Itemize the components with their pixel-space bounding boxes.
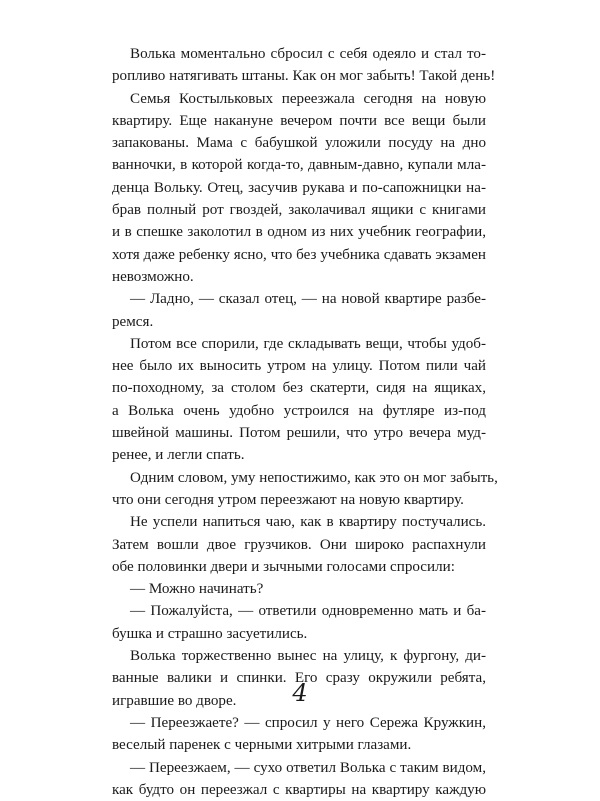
text-line: ванные валики и спинки. Его сразу окружили ребята, [112, 670, 486, 687]
text-line: квартиру. Еще накануне вечером почти все вещи были [112, 112, 486, 129]
text-line: как будто он переезжал с квартиры на квартиру каждую [112, 781, 486, 798]
text-line: бушка и страшно засуетились. [112, 625, 308, 642]
text-line: Затем вошли двое грузчиков. Они широко распахнули [112, 536, 486, 553]
text-line: — Переезжаем, — сухо ответил Волька с таким видом, [130, 759, 486, 776]
text-line: — Можно начинать? [130, 581, 264, 598]
text-line: обе половинки двери и зычными голосами спросили: [112, 558, 455, 575]
text-line: — Пожалуйста, — ответили одновременно мать и ба- [130, 603, 486, 620]
text-line: игравшие во дворе. [112, 692, 237, 709]
text-line: — Переезжаете? — спросил у него Сережа Кружкин, [130, 714, 486, 731]
text-line: по-походному, за столом без скатерти, сидя на ящиках, [112, 380, 486, 397]
text-line: и в спешке заколотил в одном из них учебник географии, [112, 224, 486, 241]
text-line: Семья Костыльковых переезжала сегодня на новую [130, 90, 486, 107]
text-line: брав полный рот гвоздей, заколачивал ящики с книгами [112, 202, 486, 219]
text-line: ванночки, в которой когда-то, давным-давно, купали мла- [112, 157, 486, 174]
text-line: ремся. [112, 313, 154, 330]
text-line: хотя даже ребенку ясно, что без учебника сдавать экзамен [112, 246, 486, 263]
text-line: а Волька очень удобно устроился на футляре из-под [112, 402, 486, 419]
text-line: Волька моментально сбросил с себя одеяло и стал то- [130, 46, 486, 62]
page-number: 4 [292, 679, 308, 707]
text-line: Одним словом, уму непостижимо, как это он мог забыть, [130, 469, 498, 486]
text-line: ренее, и легли спать. [112, 447, 245, 464]
text-line: — Ладно, — сказал отец, — на новой квартире разбе- [130, 291, 486, 308]
text-line: веселый паренек с черными хитрыми глазами. [112, 737, 412, 754]
text-line: запакованы. Мама с бабушкой уложили посуду на дно [112, 135, 486, 152]
text-line: денца Вольку. Отец, засучив рукава и по-сапожницки на- [112, 179, 486, 196]
text-line: Не успели напиться чаю, как в квартиру постучались. [130, 514, 486, 531]
text-line: что они сегодня утром переезжают на новую квартиру. [112, 491, 464, 508]
text-line: невозможно. [112, 268, 194, 285]
text-line: швейной машины. Потом решили, что утро вечера муд- [112, 425, 486, 442]
text-line: Потом все спорили, где складывать вещи, чтобы удоб- [130, 335, 486, 352]
text-line: нее было их выносить утром на улицу. Потом пили чай [112, 358, 486, 375]
text-line: ропливо натягивать штаны. Как он мог забыть! Такой день! [112, 68, 496, 85]
text-line: Волька торжественно вынес на улицу, к фургону, ди- [130, 648, 486, 665]
